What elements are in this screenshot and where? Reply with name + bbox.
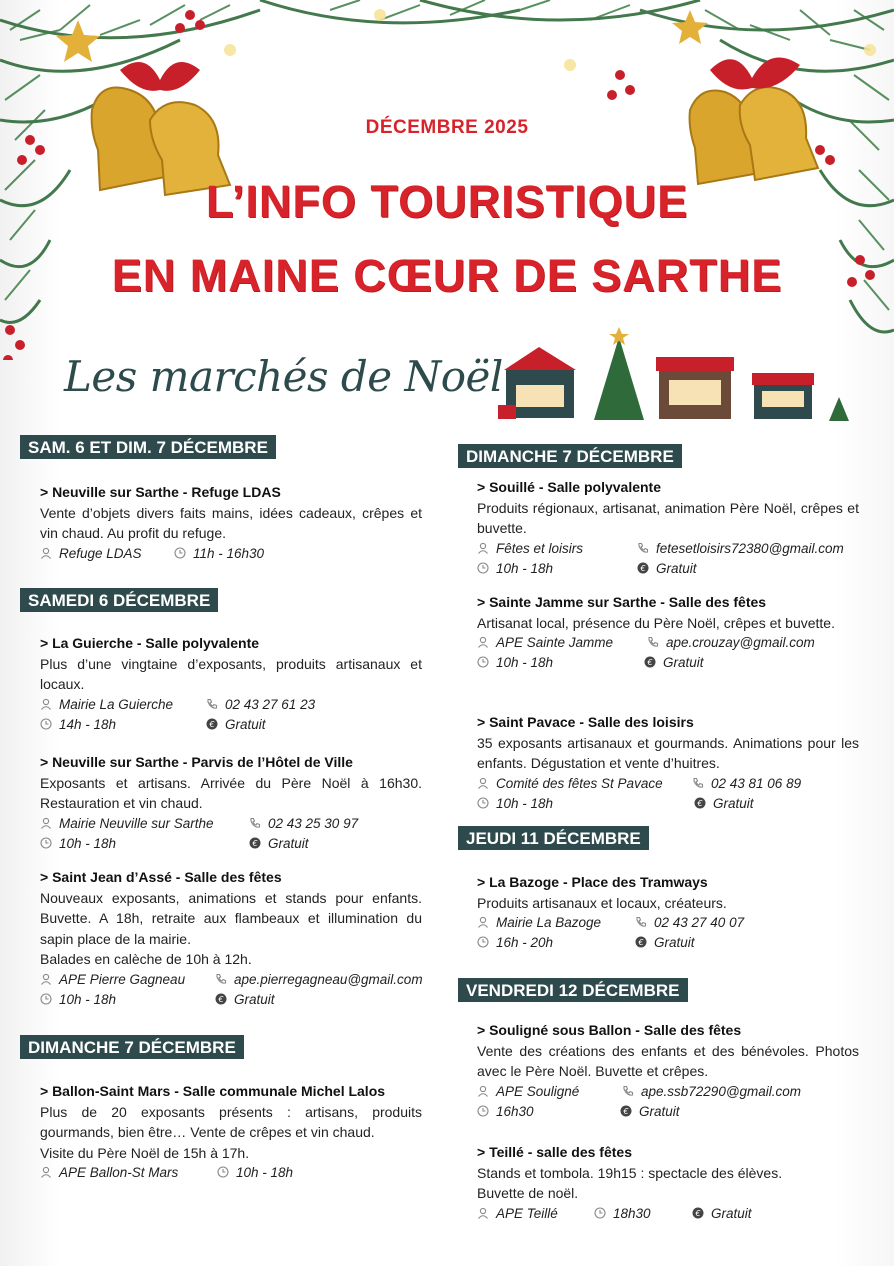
event-description-extra: Buvette de noël. [477,1185,579,1201]
organizer-name: APE Souligné [496,1083,580,1099]
event-description: Plus d’une vingtaine d’exposants, produits artisanaux et locaux. [40,655,422,692]
organizer [477,1082,579,1103]
organizer [40,970,185,991]
price [206,715,266,736]
event-card [40,633,422,735]
opening-hours [477,794,553,815]
event-card [40,482,422,564]
person-icon [40,1166,52,1178]
hours-text: 10h - 18h [59,991,117,1007]
phone-number: 02 43 25 30 97 [268,815,359,831]
event-description: Stands et tombola. 19h15 : spectacle des élèves. [477,1164,783,1181]
event-info-row [40,695,422,715]
phone-icon [637,542,649,554]
clock-icon [477,1105,489,1117]
event-title: > Neuville sur Sarthe - Refuge LDAS [40,484,281,500]
event-description-extra: Visite du Père Noël de 15h à 17h. [40,1144,250,1161]
organizer [477,913,601,934]
svg-text:€: € [647,658,653,667]
organizer-name: Comité des fêtes St Pavace [496,775,663,791]
svg-text:€: € [209,719,215,729]
event-card [477,1142,859,1224]
hours-text: 16h30 [496,1103,534,1119]
opening-hours [40,990,116,1011]
hours-text: 14h - 18h [59,716,117,732]
clock-icon [40,993,52,1005]
opening-hours [477,933,553,954]
main-title-line-1: L’INFO TOURISTIQUE [205,176,689,227]
price [635,933,695,954]
event-title: > Souligné sous Ballon - Salle des fêtes [477,1022,742,1038]
day-banner: DIMANCHE 7 DÉCEMBRE [458,444,682,468]
organizer [40,814,214,835]
day-banner: JEUDI 11 DÉCEMBRE [458,826,649,850]
organizer-name: Refuge LDAS [59,545,142,561]
price-text: Gratuit [234,991,275,1007]
event-info-row [40,715,422,735]
clock-icon [40,837,52,849]
section-title: Les marchés de Noël [64,352,503,401]
event-description: Vente des créations des enfants et des bénévoles. Photos avec le Père Noël. Buvette et crêpes. [477,1042,859,1079]
phone-icon [622,1085,634,1097]
event-card [40,1081,422,1183]
event-info-row [477,1082,859,1102]
person-icon [477,1207,489,1219]
price [692,1204,752,1225]
event-info-row [477,653,859,673]
svg-text:€: € [695,1208,701,1218]
price [249,834,309,855]
email-address[interactable]: ape.crouzay@gmail.com [666,635,815,650]
euro-icon [644,656,656,668]
person-icon [40,817,52,829]
event-card [477,872,859,953]
clock-icon [174,547,186,559]
event-info-row [477,559,859,579]
price-text: Gratuit [656,560,697,576]
organizer-name: Mairie La Guierche [59,696,174,712]
person-icon [477,1085,489,1097]
euro-icon [635,936,647,948]
event-card [40,867,422,1010]
event-info-row [40,990,422,1010]
organizer-name: APE Sainte Jamme [496,635,614,650]
person-icon [40,698,52,710]
phone-icon [635,916,647,928]
event-card [477,712,859,814]
svg-text:€: € [697,798,703,808]
clock-icon [477,797,489,809]
phone-icon [206,698,218,710]
phone-number: 02 43 27 61 23 [225,696,316,712]
price-text: Gratuit [639,1103,680,1119]
hours-text: 10h - 18h [496,560,554,576]
event-title: > Saint Jean d’Assé - Salle des fêtes [40,869,282,885]
price-text: Gratuit [268,835,309,851]
event-description: 35 exposants artisanaux et gourmands. Animations pour les enfants. Dégustation et vente d’huitres. [477,734,859,771]
day-banner: DIMANCHE 7 DÉCEMBRE [20,1035,244,1059]
event-info-row [477,633,859,653]
email-address[interactable]: ape.pierregagneau@gmail.com [234,971,423,987]
euro-icon [637,562,649,574]
event-title: > Sainte Jamme sur Sarthe - Salle des fêtes [477,594,767,610]
person-icon [477,636,489,648]
clock-icon [477,936,489,948]
price-text: Gratuit [711,1205,752,1221]
euro-icon [249,837,261,849]
person-icon [477,777,489,789]
event-info-row [477,774,859,794]
person-icon [40,547,52,559]
event-info-row [477,913,859,933]
event-description: Plus de 20 exposants présents : artisans, produits gourmands, bien être… Vente de crêpes et vin chaud. [40,1103,422,1140]
event-title: > Ballon-Saint Mars - Salle communale Michel Lalos [40,1083,386,1099]
event-info-row [477,1102,859,1122]
organizer-name: Mairie Neuville sur Sarthe [59,815,214,831]
organizer [477,633,613,654]
event-description-extra: Balades en calèche de 10h à 12h. [40,951,252,967]
phone [692,774,801,795]
hours-text: 18h30 [613,1205,651,1221]
phone [206,695,315,716]
price-text: Gratuit [713,795,754,811]
organizer [477,774,663,795]
clock-icon [477,562,489,574]
euro-icon [206,718,218,730]
day-banner: VENDREDI 12 DÉCEMBRE [458,978,688,1002]
euro-icon [215,993,227,1005]
email[interactable] [637,539,844,560]
svg-text:€: € [638,938,644,947]
phone-icon [215,973,227,985]
person-icon [477,916,489,928]
opening-hours [40,834,116,855]
event-info-row [477,539,859,559]
organizer [477,1204,558,1225]
event-description: Nouveaux exposants, animations et stands pour enfants. Buvette. A 18h, retraite aux flambeaux et illumination du sapin place de la mairie. [40,889,422,947]
event-info-row [477,794,859,814]
opening-hours [477,1102,534,1123]
opening-hours [217,1163,293,1184]
phone-icon [647,636,659,648]
opening-hours [594,1204,651,1225]
event-title: > La Bazoge - Place des Tramways [477,874,708,890]
event-card [477,1020,859,1122]
event-info-row [40,814,422,834]
opening-hours [477,559,553,580]
event-description: Vente d’objets divers faits mains, idées cadeaux, crêpes et vin chaud. Au profit du refuge. [40,504,422,541]
person-icon [40,973,52,985]
person-icon [477,542,489,554]
phone-number: 02 43 81 06 89 [711,775,802,791]
price [694,794,754,815]
event-description: Artisanat local, présence du Père Noël, crêpes et buvette. [477,614,835,631]
email[interactable] [215,970,423,991]
event-info-row [40,970,422,990]
svg-text:€: € [252,838,258,848]
event-info-row [477,933,859,953]
euro-icon [620,1105,632,1117]
hours-text: 10h - 18h [496,795,554,811]
phone [635,913,744,934]
price [215,990,275,1011]
event-info-row [40,1163,422,1183]
clock-icon [477,656,489,668]
price-text: Gratuit [663,655,704,670]
phone [249,814,358,835]
event-card [477,477,859,579]
opening-hours [40,715,116,736]
event-card [477,592,859,673]
christmas-market-illustration [494,325,854,425]
organizer [40,544,142,565]
phone-icon [692,777,704,789]
event-description: Produits régionaux, artisanat, animation Père Noël, crêpes et buvette. [477,499,859,536]
email-address[interactable]: fetesetloisirs72380@gmail.com [656,540,844,556]
event-description: Exposants et artisans. Arrivée du Père Noël à 16h30. Restauration et vin chaud. [40,774,422,811]
phone-icon [249,817,261,829]
price [644,653,704,674]
svg-text:€: € [218,994,224,1004]
event-info-row [40,834,422,854]
price-text: Gratuit [654,935,695,950]
opening-hours [477,653,553,674]
organizer-name: APE Teillé [496,1205,558,1221]
euro-icon [692,1207,704,1219]
email-address[interactable]: ape.ssb72290@gmail.com [641,1083,802,1099]
event-title: > Neuville sur Sarthe - Parvis de l’Hôtel de Ville [40,754,353,770]
day-banner: SAM. 6 ET DIM. 7 DÉCEMBRE [20,435,276,459]
clock-icon [40,718,52,730]
price [637,559,697,580]
event-title: > Souillé - Salle polyvalente [477,479,662,495]
event-card [40,752,422,854]
organizer [40,695,173,716]
svg-text:€: € [640,563,646,573]
opening-hours [174,544,264,565]
edition-date: DÉCEMBRE 2025 [365,117,529,138]
event-description: Produits artisanaux et locaux, créateurs. [477,894,727,911]
hours-text: 10h - 18h [236,1165,294,1180]
event-info-row [40,544,422,564]
email[interactable] [622,1082,801,1103]
price [620,1102,680,1123]
organizer-name: Mairie La Bazoge [496,915,602,930]
price-text: Gratuit [225,716,266,732]
email[interactable] [647,633,815,654]
main-title-line-2: EN MAINE CŒUR DE SARTHE [111,250,783,301]
clock-icon [594,1207,606,1219]
organizer [477,539,583,560]
hours-text: 16h - 20h [496,935,554,950]
event-title: > Teillé - salle des fêtes [477,1144,632,1160]
event-title: > Saint Pavace - Salle des loisirs [477,714,694,730]
euro-icon [694,797,706,809]
phone-number: 02 43 27 40 07 [654,915,745,930]
organizer-name: Fêtes et loisirs [496,540,584,556]
day-banner: SAMEDI 6 DÉCEMBRE [20,588,218,612]
clock-icon [217,1166,229,1178]
svg-text:€: € [623,1106,629,1116]
organizer-name: APE Pierre Gagneau [59,971,186,987]
event-info-row [477,1204,859,1224]
event-title: > La Guierche - Salle polyvalente [40,635,260,651]
organizer-name: APE Ballon-St Mars [59,1165,179,1180]
organizer [40,1163,178,1184]
hours-text: 10h - 18h [496,655,554,670]
hours-text: 10h - 18h [59,835,117,851]
hours-text: 11h - 16h30 [193,545,265,561]
